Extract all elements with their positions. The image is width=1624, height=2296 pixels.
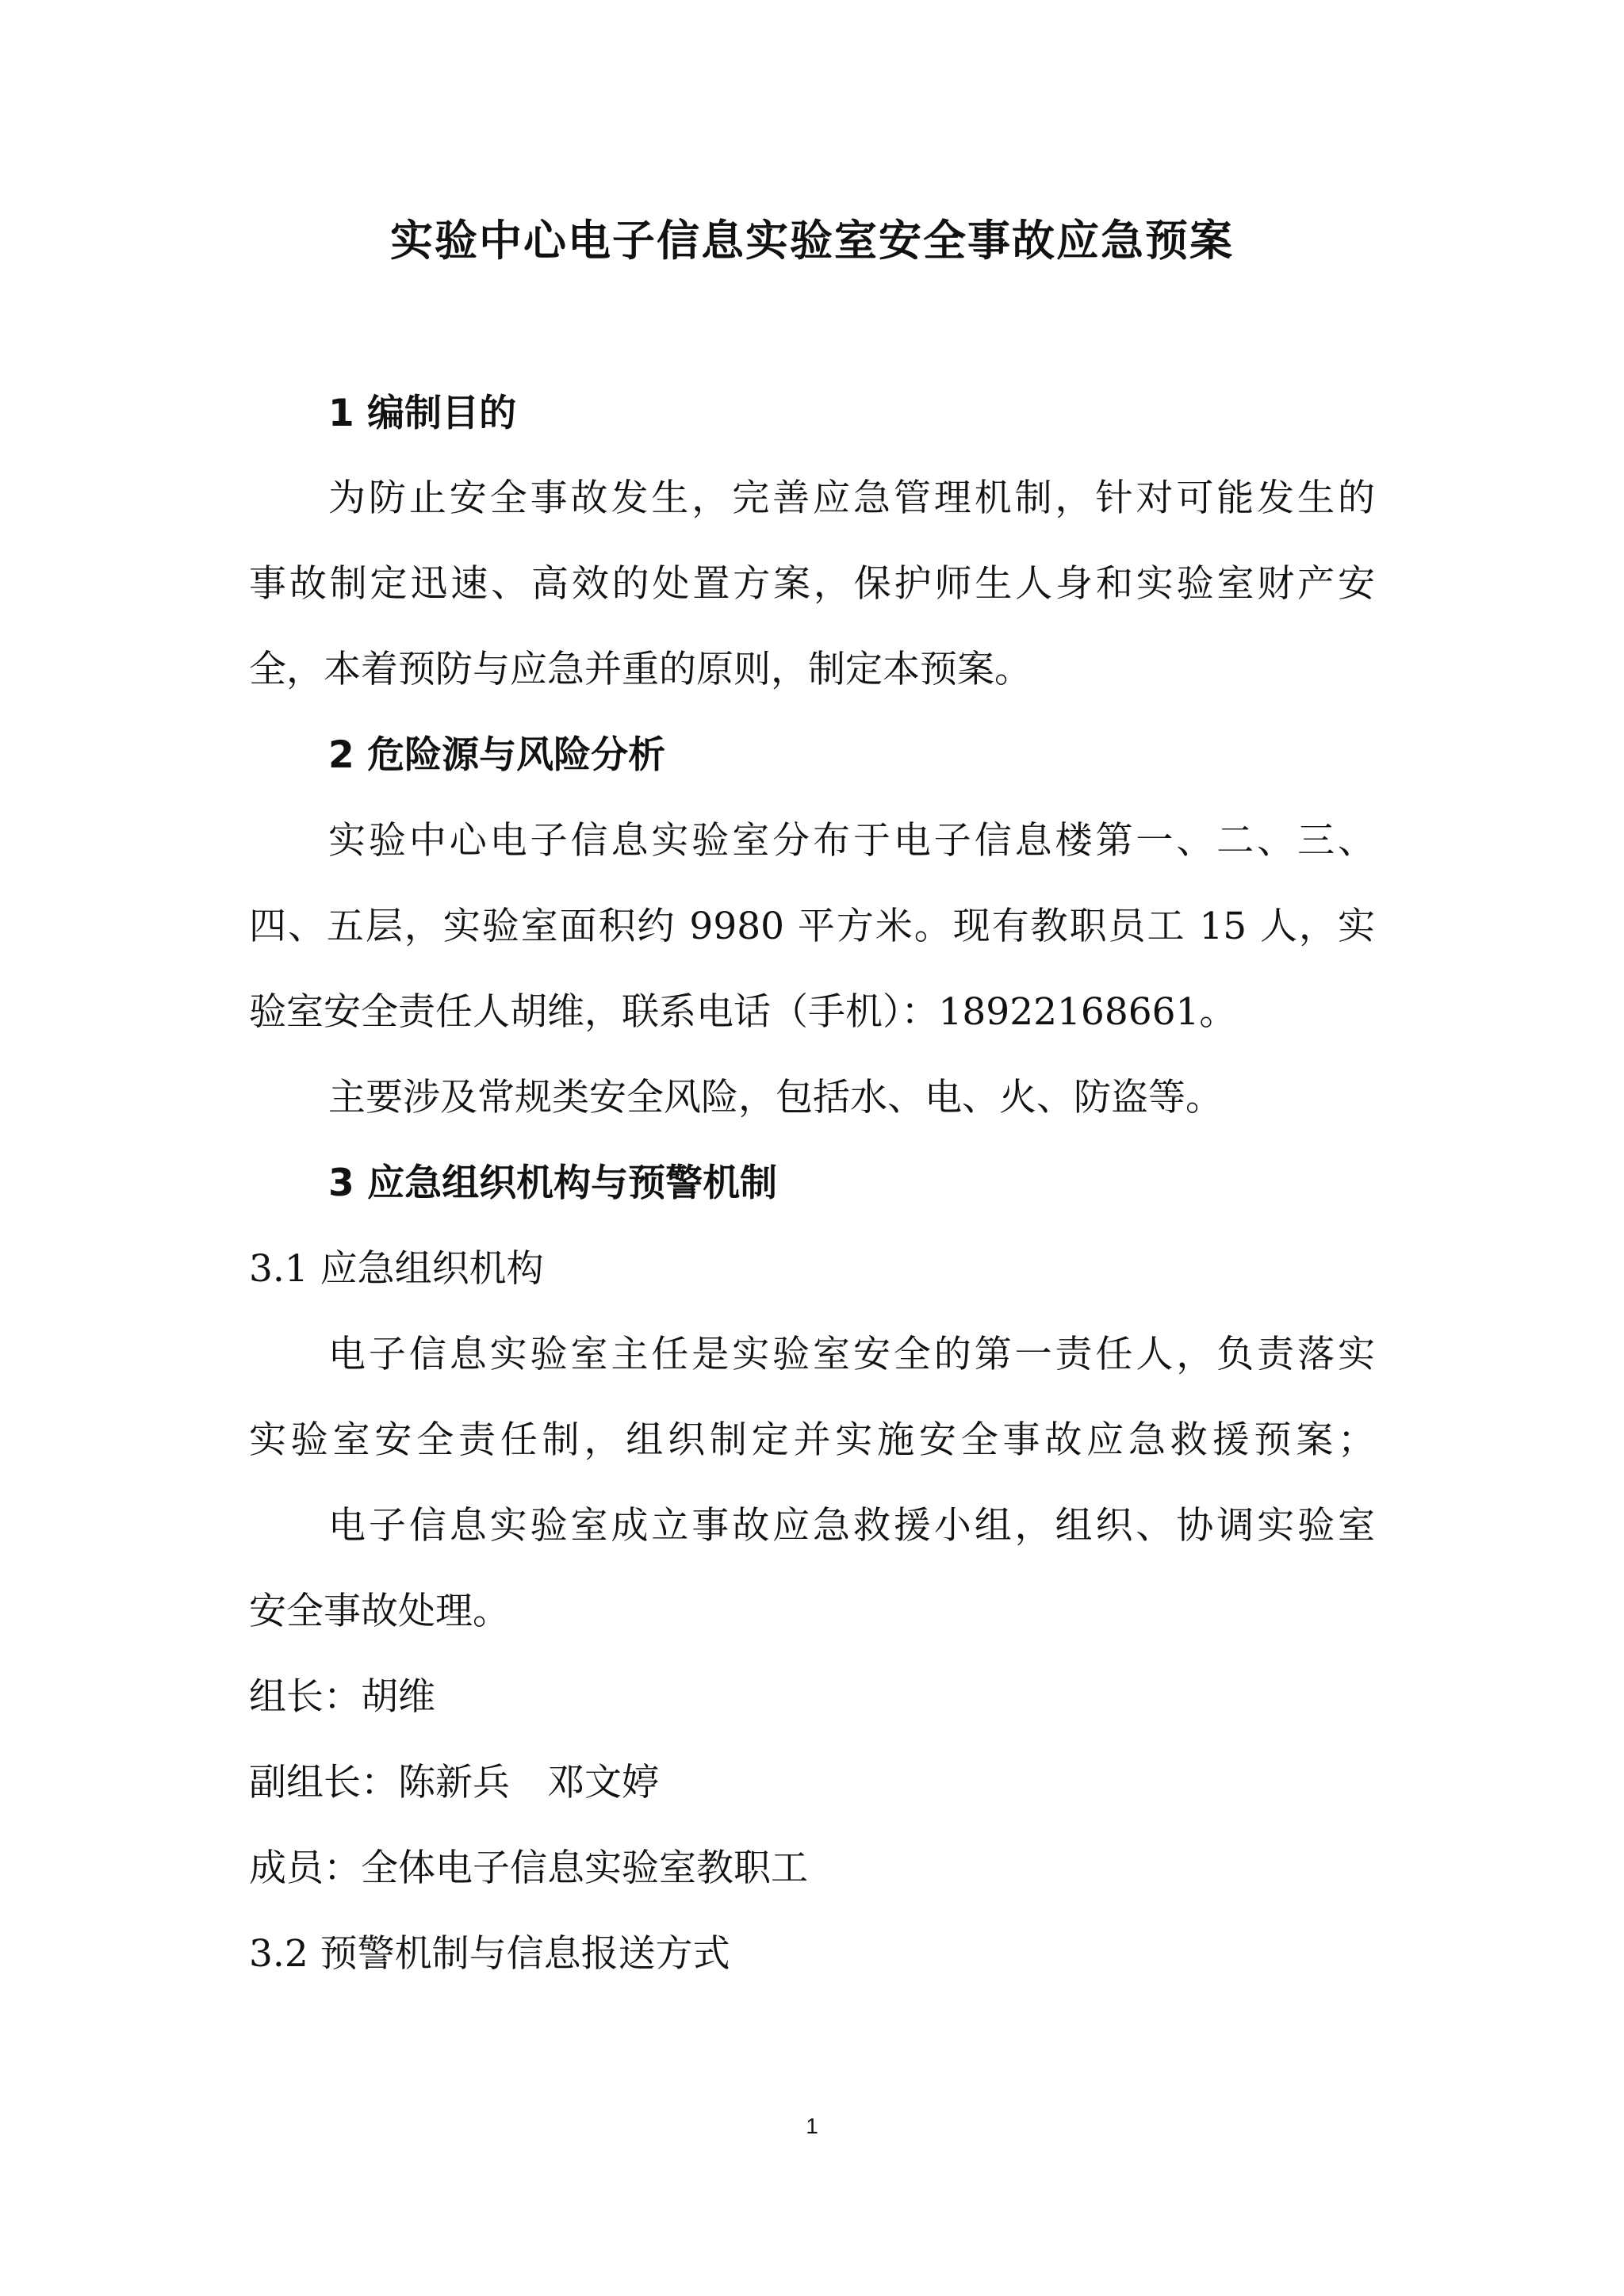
paragraph-line: 实验中心电子信息实验室分布于电子信息楼第一、二、三、	[328, 819, 1375, 863]
section-heading-emergency-organization: 3 应急组织机构与预警机制	[328, 1161, 778, 1205]
subsection-heading-organization: 3.1 应急组织机构	[249, 1247, 544, 1291]
document-title: 实验中心电子信息实验室安全事故应急预案	[390, 216, 1234, 266]
paragraph-line: 安全事故处理。	[249, 1590, 510, 1633]
paragraph-line: 为防止安全事故发生，完善应急管理机制，针对可能发生的	[328, 476, 1375, 520]
paragraph-line: 电子信息实验室主任是实验室安全的第一责任人，负责落实	[328, 1333, 1375, 1376]
page-number: 1	[806, 2114, 818, 2138]
team-deputy-leaders: 副组长：陈新兵 邓文婷	[249, 1761, 659, 1804]
paragraph-line: 事故制定迅速、高效的处置方案，保护师生人身和实验室财产安	[249, 562, 1375, 606]
paragraph-line: 主要涉及常规类安全风险，包括水、电、火、防盗等。	[328, 1076, 1223, 1119]
team-leader: 组长：胡维	[249, 1675, 435, 1719]
paragraph-line: 实验室安全责任制，组织制定并实施安全事故应急救援预案；	[249, 1418, 1375, 1462]
section-heading-hazard-analysis: 2 危险源与风险分析	[328, 733, 666, 777]
paragraph-line: 电子信息实验室成立事故应急救援小组，组织、协调实验室	[328, 1504, 1375, 1548]
team-members: 成员：全体电子信息实验室教职工	[249, 1846, 808, 1890]
paragraph-line: 四、五层，实验室面积约 9980 平方米。现有教职员工 15 人，实	[249, 905, 1375, 948]
paragraph-line: 验室安全责任人胡维，联系电话（手机）：18922168661。	[249, 990, 1237, 1034]
section-heading-purpose: 1 编制目的	[328, 392, 517, 435]
paragraph-line: 全，本着预防与应急并重的原则，制定本预案。	[249, 648, 1032, 691]
subsection-heading-warning-mechanism: 3.2 预警机制与信息报送方式	[249, 1932, 730, 1976]
